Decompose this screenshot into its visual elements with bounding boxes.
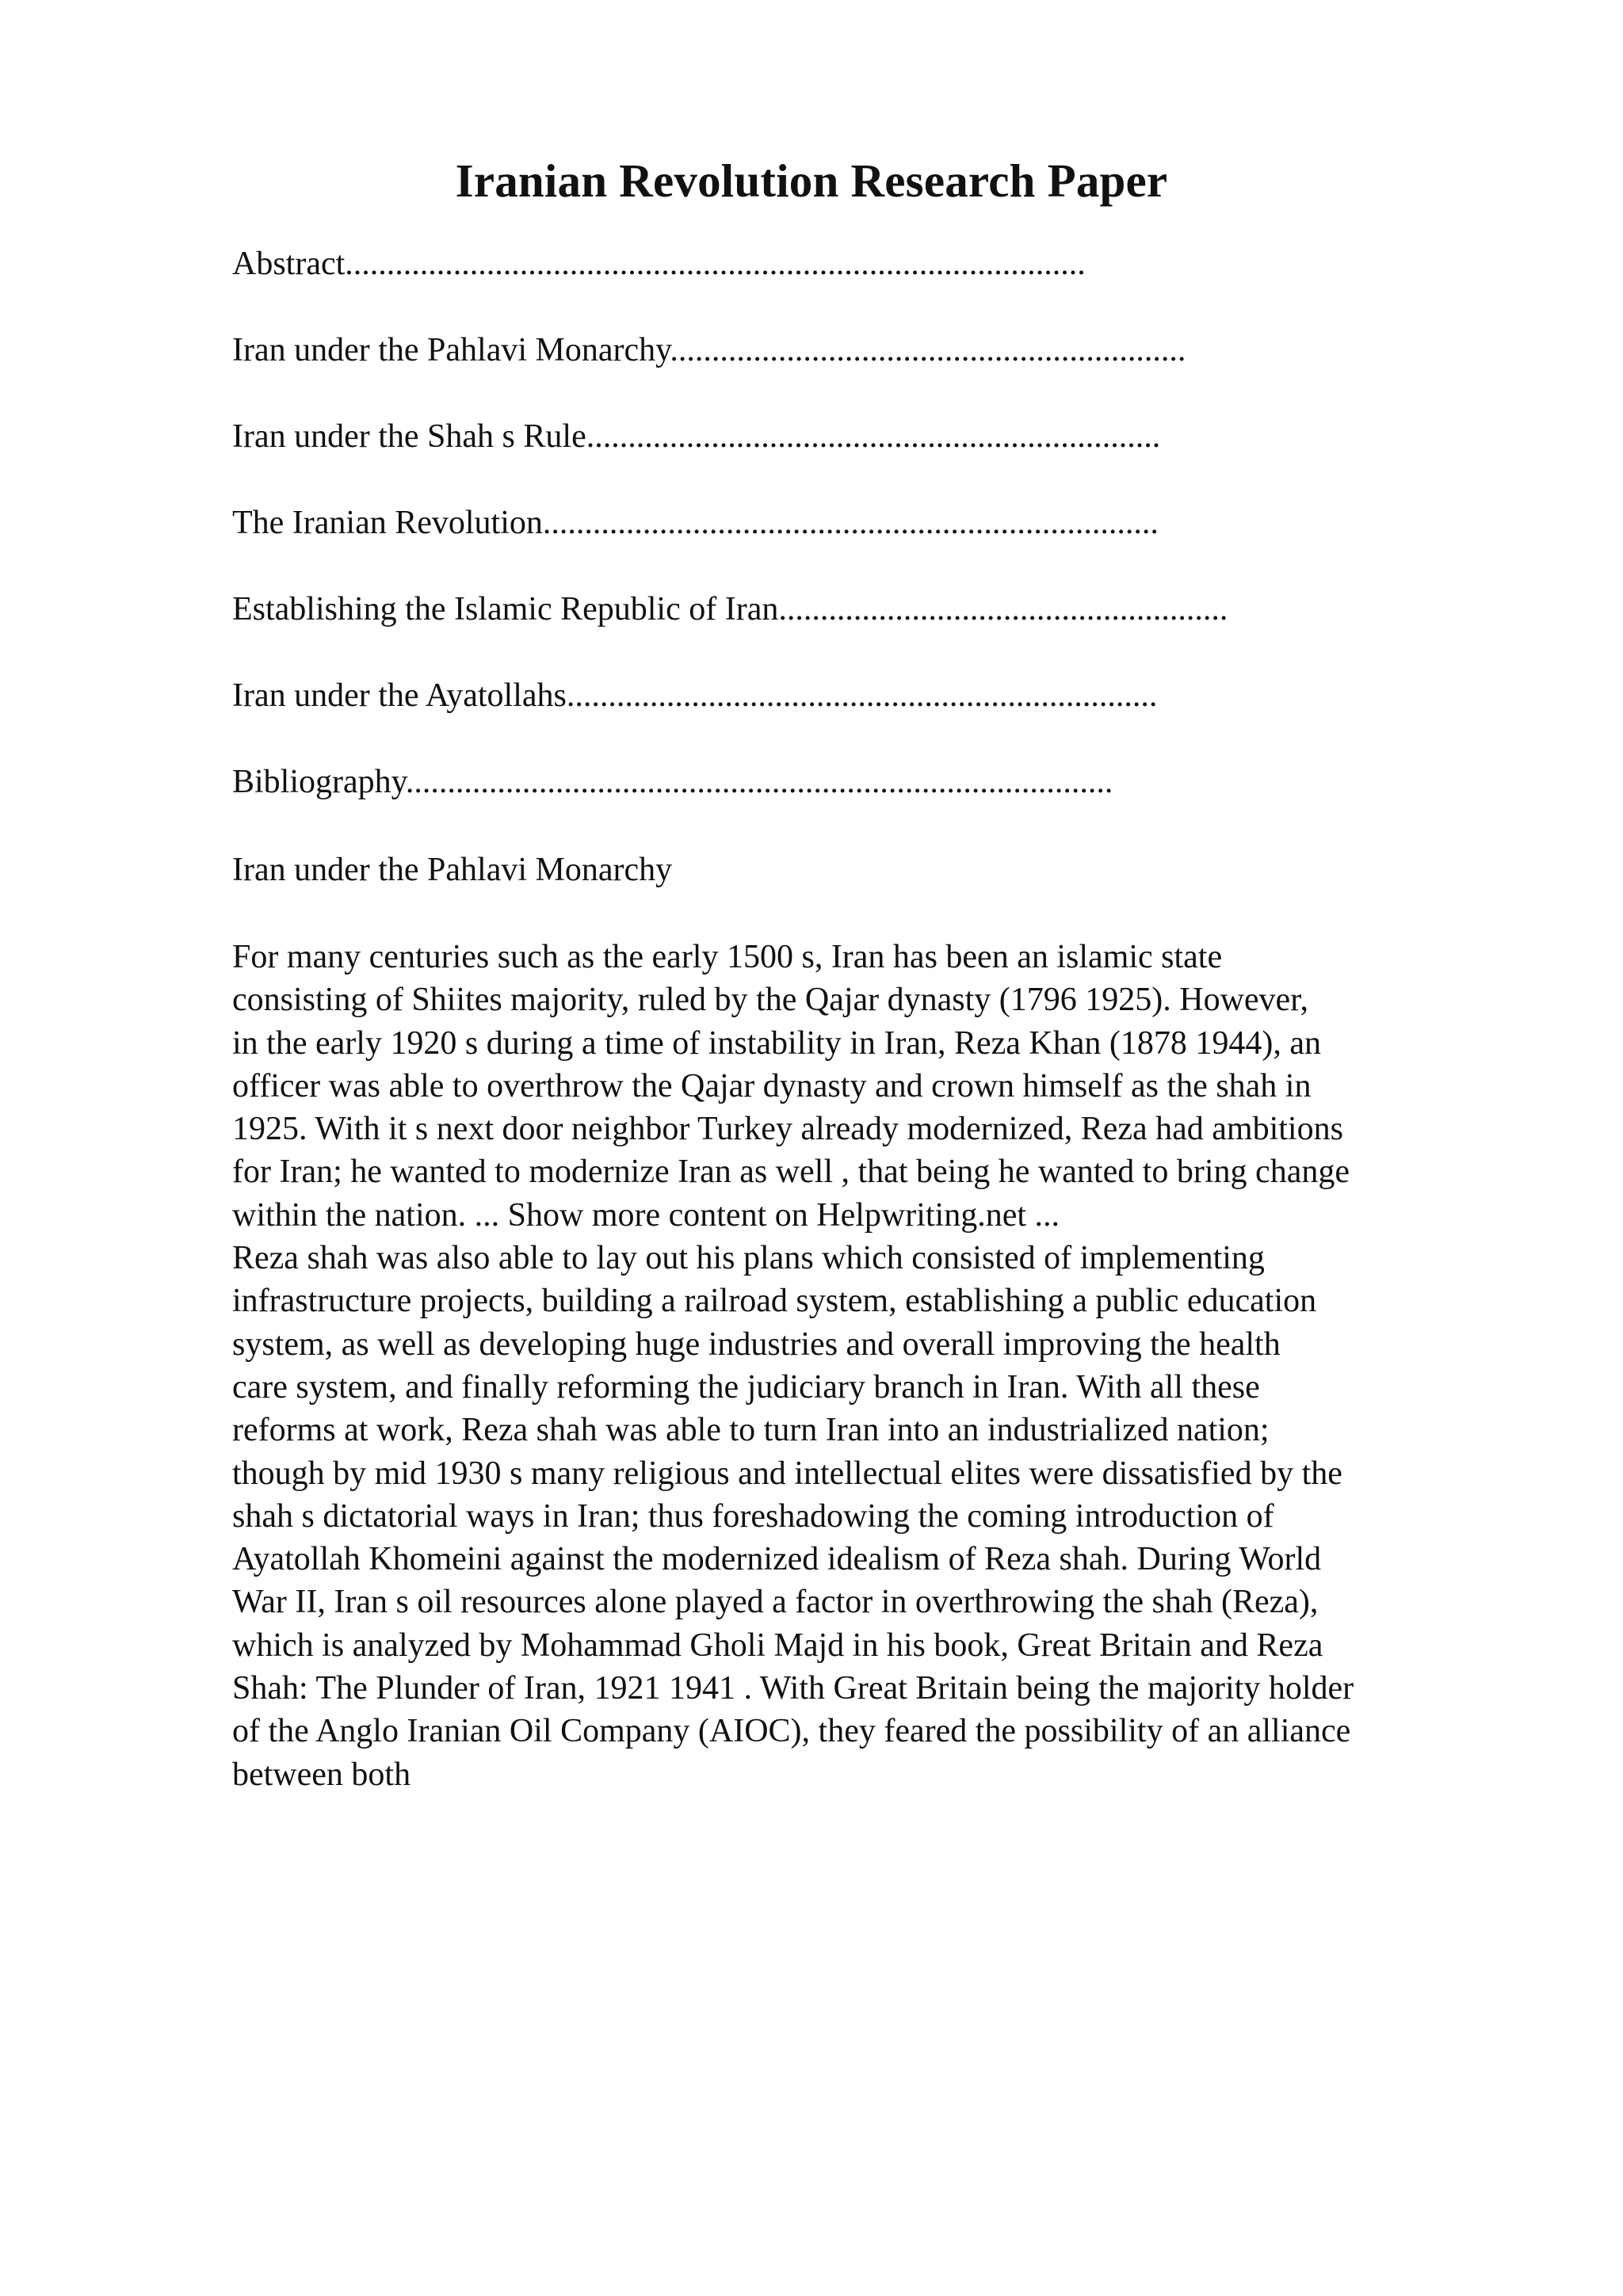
body-line: Ayatollah Khomeini against the modernized idealism of Reza shah. During World [232,1541,1322,1578]
document-title: Iranian Revolution Research Paper [455,154,1168,207]
toc-item-pahlavi-monarchy: Iran under the Pahlavi Monarchy.............................................................. [232,332,1186,368]
body-line: which is analyzed by Mohammad Gholi Majd in his book, Great Britain and Reza [232,1627,1323,1664]
body-line: of the Anglo Iranian Oil Company (AIOC), they feared the possibility of an alliance [232,1713,1351,1750]
body-line: infrastructure projects, building a railroad system, establishing a public education [232,1283,1317,1320]
body-line: for Iran; he wanted to modernize Iran as well , that being he wanted to bring change [232,1154,1350,1191]
toc-item-shah-rule: Iran under the Shah s Rule..................................................................... [232,418,1161,455]
body-line: between both [232,1756,411,1793]
body-line: Reza shah was also able to lay out his plans which consisted of implementing [232,1240,1265,1277]
body-line: reforms at work, Reza shah was able to turn Iran into an industrialized nation; [232,1412,1270,1449]
body-paragraph [232,936,1500,1796]
toc-item-islamic-republic: Establishing the Islamic Republic of Iran...................................................... [232,591,1228,627]
toc-item-iranian-revolution: The Iranian Revolution.......................................................................... [232,505,1159,541]
table-of-contents [232,242,1228,846]
section-heading: Iran under the Pahlavi Monarchy [232,852,673,888]
body-line: officer was able to overthrow the Qajar dynasty and crown himself as the shah in [232,1067,1312,1104]
body-line: 1925. With it s next door neighbor Turkey already modernized, Reza had ambitions [232,1111,1343,1148]
body-line: shah s dictatorial ways in Iran; thus foreshadowing the coming introduction of [232,1497,1274,1535]
body-line: War II, Iran s oil resources alone played a factor in overthrowing the shah (Reza), [232,1584,1319,1621]
toc-item-abstract: Abstract......................................................................................... [232,246,1086,282]
toc-item-bibliography: Bibliography..................................................................................... [232,764,1113,800]
body-line: though by mid 1930 s many religious and intellectual elites were dissatisfied by the [232,1455,1342,1492]
body-line: system, as well as developing huge industries and overall improving the health [232,1325,1281,1363]
body-line: care system, and finally reforming the judiciary branch in Iran. With all these [232,1368,1260,1405]
body-line: For many centuries such as the early 1500 s, Iran has been an islamic state [232,939,1223,975]
body-line: within the nation. ... Show more content on Helpwriting.net ... [232,1196,1060,1234]
toc-item-ayatollahs: Iran under the Ayatollahs....................................................................... [232,677,1158,714]
body-line: in the early 1920 s during a time of instability in Iran, Reza Khan (1878 1944), an [232,1024,1322,1062]
body-line: Shah: The Plunder of Iran, 1921 1941 . With Great Britain being the majority holder [232,1670,1354,1707]
body-line: consisting of Shiites majority, ruled by the Qajar dynasty (1796 1925). However, [232,982,1309,1019]
